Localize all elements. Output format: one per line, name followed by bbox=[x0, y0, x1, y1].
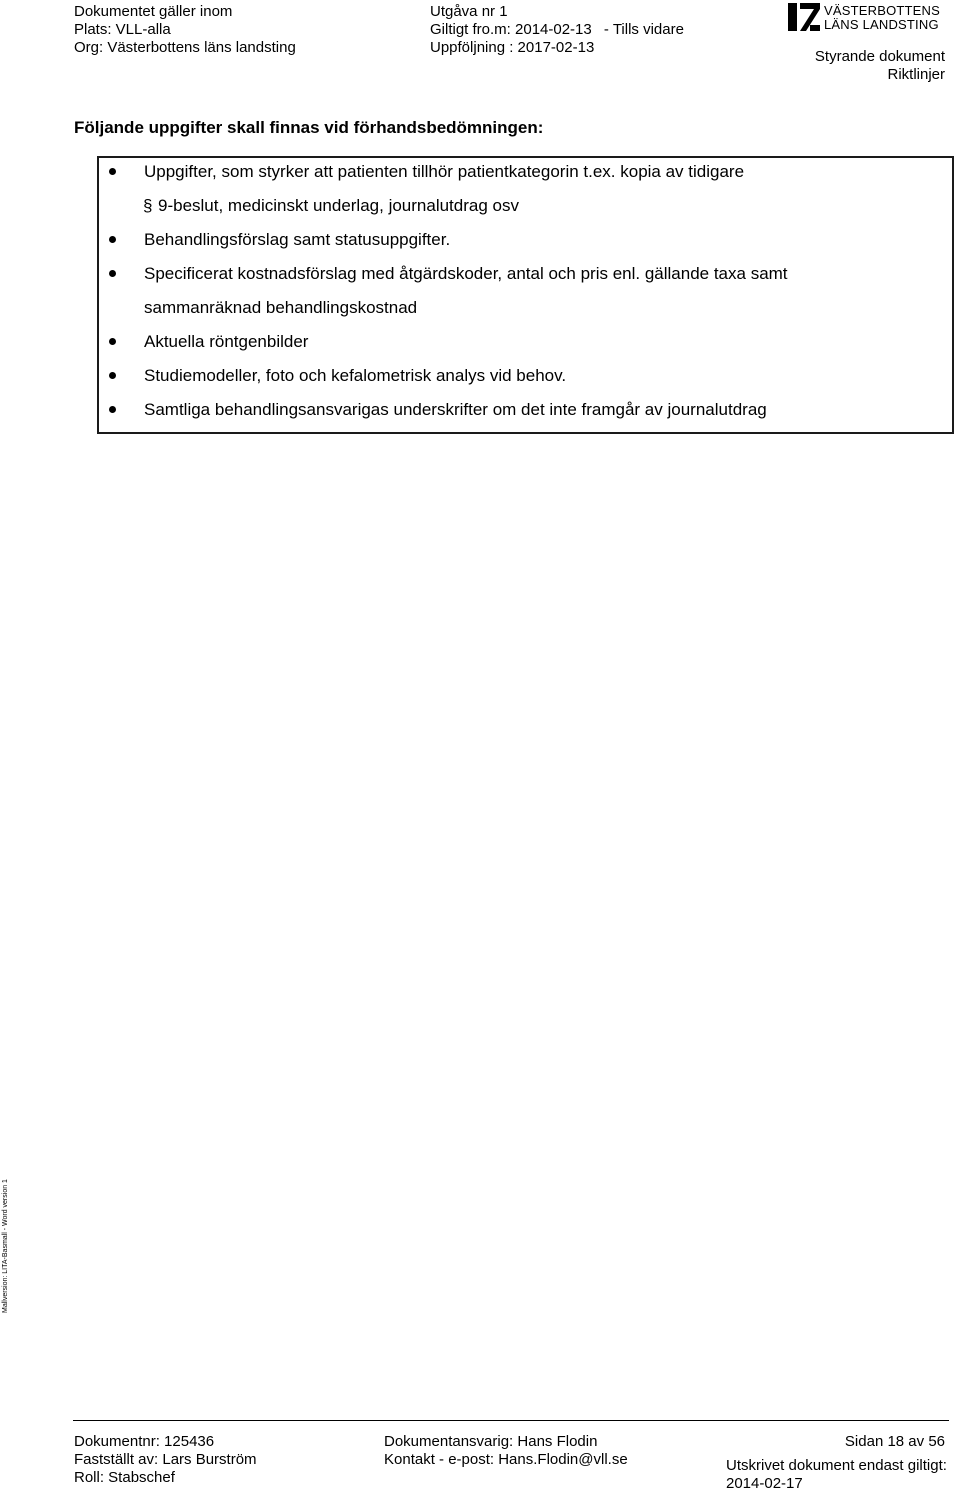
logo-line-2: LÄNS LANDSTING bbox=[824, 17, 939, 32]
footer-approved-by: Fastställt av: Lars Burström bbox=[74, 1451, 257, 1468]
header-followup: Uppföljning : 2017-02-13 bbox=[430, 39, 595, 56]
footer-responsible: Dokumentansvarig: Hans Flodin bbox=[384, 1433, 598, 1450]
bullet-icon bbox=[109, 236, 116, 243]
header-valid-from: Giltigt fro.m: 2014-02-13 bbox=[430, 21, 592, 38]
logo-line-1: VÄSTERBOTTENS bbox=[824, 3, 941, 18]
bullet-icon bbox=[109, 270, 116, 277]
header-edition: Utgåva nr 1 bbox=[430, 3, 508, 20]
header-org-line: Org: Västerbottens läns landsting bbox=[74, 39, 296, 56]
list-item: Uppgifter, som styrker att patienten tillhör patientkategorin t.ex. kopia av tidigare bbox=[144, 162, 745, 181]
list-item: Studiemodeller, foto och kefalometrisk analys vid behov. bbox=[144, 366, 567, 385]
bullet-icon bbox=[109, 338, 116, 345]
vll-logo bbox=[788, 3, 946, 31]
vll-logo-mark-icon bbox=[788, 3, 820, 31]
footer-contact: Kontakt - e-post: Hans.Flodin@vll.se bbox=[384, 1451, 628, 1468]
section-heading: Följande uppgifter skall finnas vid förhandsbedömningen: bbox=[74, 118, 544, 137]
header-scope-block bbox=[74, 3, 296, 57]
list-item: Samtliga behandlingsansvarigas underskrifter om det inte framgår av journalutdrag bbox=[144, 400, 767, 419]
section-sign: § bbox=[143, 196, 153, 215]
footer-printed-note: Utskrivet dokument endast giltigt: bbox=[726, 1457, 947, 1474]
footer-page-number: Sidan 18 av 56 bbox=[844, 1433, 945, 1450]
bullet-icon bbox=[109, 372, 116, 379]
footer-doc-number: Dokumentnr: 125436 bbox=[74, 1433, 215, 1450]
list-item-continuation: 9-beslut, medicinskt underlag, journalutdrag osv bbox=[158, 196, 519, 215]
bullet-icon bbox=[109, 168, 116, 175]
list-item: Behandlingsförslag samt statusuppgifter. bbox=[144, 230, 451, 249]
header-scope-line: Dokumentet gäller inom bbox=[74, 3, 233, 20]
header-valid-to: - Tills vidare bbox=[603, 21, 684, 38]
list-item: Specificerat kostnadsförslag med åtgärdskoder, antal och pris enl. gällande taxa samt bbox=[144, 264, 788, 283]
header-doc-type: Styrande dokument bbox=[814, 48, 945, 65]
header-doc-type-block bbox=[815, 48, 945, 84]
header-doc-subtype: Riktlinjer bbox=[887, 66, 945, 83]
template-version-text: Mallversion: LITA-Basmall - Word version 1 bbox=[2, 1179, 9, 1313]
footer-role: Roll: Stabschef bbox=[74, 1469, 175, 1486]
header-version-block bbox=[430, 3, 684, 57]
list-item-continuation: sammanräknad behandlingskostnad bbox=[144, 298, 418, 317]
footer-divider bbox=[73, 1420, 949, 1421]
header-place-line: Plats: VLL-alla bbox=[74, 21, 171, 38]
list-item: Aktuella röntgenbilder bbox=[144, 332, 309, 351]
header-validity-row bbox=[430, 21, 684, 39]
bullet-icon bbox=[109, 406, 116, 413]
footer-printed-date: 2014-02-17 bbox=[726, 1475, 803, 1492]
